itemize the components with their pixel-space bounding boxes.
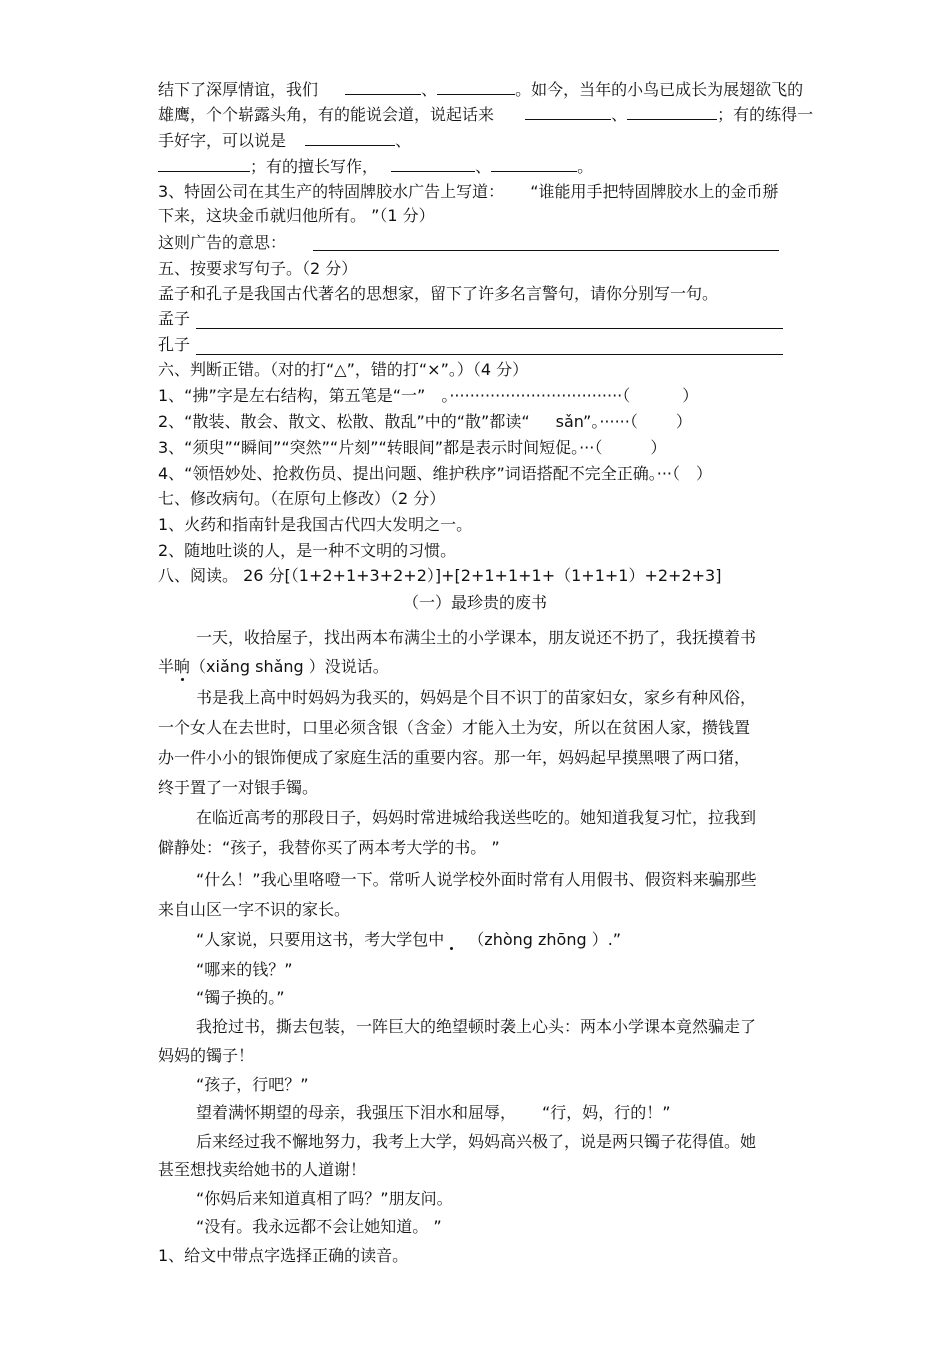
passage-p6: “哪来的钱？” (196, 960, 293, 979)
passage-p4-line1: “什么！”我心里咯噔一下。常听人说学校外面时常有人用假书、假资料来骗那些 (196, 870, 757, 889)
text: 、 (395, 131, 412, 150)
text: 。··································（ (441, 386, 631, 405)
section-5-title: 五、按要求写句子。（2 分） (158, 259, 358, 278)
text: 。如今，当年的小鸟已成长为展翅欲飞的 (515, 80, 804, 99)
q3-answer-line[interactable] (313, 250, 779, 251)
text: 手好字，可以说是 (158, 131, 287, 150)
text: “人家说，只要用这书，考大学包中 (196, 930, 445, 949)
section-7-title: 七、修改病句。（在原句上修改）（2 分） (158, 489, 446, 508)
text: 望着满怀期望的母亲，我强压下泪水和屈辱， (196, 1103, 517, 1122)
text: 2、“散装、散会、散文、松散、散乱”中的“散”都读“ (158, 412, 530, 431)
passage-p2-line1: 书是我上高中时妈妈为我买的，妈妈是个目不识丁的苗家妇女，家乡有种风俗， (196, 688, 757, 707)
passage-p7: “镯子换的。” (196, 988, 285, 1007)
kongzi-answer-line[interactable] (196, 354, 783, 355)
answer-blank[interactable] (391, 157, 475, 172)
sick-sentence-2: 2、随地吐谈的人，是一种不文明的习惯。 (158, 541, 457, 560)
mengzi-label: 孟子 (158, 309, 191, 328)
text: ） (650, 438, 667, 457)
text: “谁能用手把特固牌胶水上的金币掰 (530, 182, 779, 201)
answer-blank[interactable] (627, 105, 717, 120)
text: 、 (475, 157, 492, 176)
q3-meaning-label: 这则广告的意思： (158, 233, 287, 252)
top-line-1 (158, 80, 803, 100)
judge-item-1 (158, 386, 698, 406)
passage-p9: “孩子，行吧？” (196, 1075, 309, 1094)
text: 、 (421, 80, 438, 99)
section-8-title: 八、阅读。 26 分[（1+2+1+3+2+2）]+[2+1+1+1+（1+1+1）+2+2+3] (158, 566, 722, 585)
passage-p2-line4: 终于置了一对银手镯。 (158, 778, 319, 797)
answer-blank[interactable] (305, 131, 395, 146)
answer-blank[interactable] (158, 157, 250, 172)
passage-p8-line1: 我抢过书，撕去包装，一阵巨大的绝望顿时袭上心头：两本小学课本竟然骗走了 (196, 1017, 757, 1036)
passage-p10 (196, 1103, 671, 1123)
text: 结下了深厚情谊，我们 (158, 80, 319, 99)
passage-p5 (196, 930, 621, 950)
text: 。 (577, 157, 594, 176)
passage-p3-line1: 在临近高考的那段日子，妈妈时常进城给我送些吃的。她知道我复习忙，拉我到 (196, 808, 757, 827)
text: 雄鹰，个个崭露头角，有的能说会道，说起话来 (158, 105, 495, 124)
text: “行，妈，行的！” (542, 1103, 671, 1122)
passage-title: （一）最珍贵的废书 (402, 593, 547, 612)
top-line-3 (158, 131, 411, 151)
top-line-2 (158, 105, 813, 125)
passage-p13: “没有。我永远都不会让她知道。 ” (196, 1217, 442, 1236)
answer-blank[interactable] (345, 80, 421, 95)
kongzi-label: 孔子 (158, 335, 191, 354)
q3-line-2: 下来，这块金币就归他所有。 ”（1 分） (158, 206, 435, 225)
text: ；有的练得一 (717, 105, 814, 124)
section-6-title: 六、判断正错。（对的打“△”，错的打“×”。）（4 分） (158, 360, 529, 379)
judge-item-2 (158, 412, 692, 432)
q3-line-1 (158, 182, 778, 202)
passage-p11-line2: 甚至想找卖给她书的人道谢！ (158, 1160, 367, 1179)
passage-p3-line2: 僻静处：“孩子，我替你买了两本考大学的书。 ” (158, 838, 500, 857)
passage-p2-line3: 办一件小小的银饰便成了家庭生活的重要内容。那一年，妈妈起早摸黑喂了两口猪， (158, 748, 751, 767)
passage-p1-line1: 一天，收拾屋子，找出两本布满尘土的小学课本，朋友说还不扔了，我抚摸着书 (196, 628, 757, 647)
passage-p2-line2: 一个女人在去世时，口里必须含银（含金）才能入土为安，所以在贫困人家，攒钱置 (158, 718, 751, 737)
mengzi-answer-line[interactable] (196, 328, 783, 329)
answer-blank[interactable] (491, 157, 577, 172)
text: ） (675, 412, 692, 431)
text: （xiǎng shǎng ）没说话。 (190, 657, 389, 676)
answer-blank[interactable] (525, 105, 611, 120)
text: 、 (611, 105, 628, 124)
judge-item-3 (158, 438, 666, 458)
text: ） (682, 386, 699, 405)
passage-p12: “你妈后来知道真相了吗？”朋友问。 (196, 1189, 453, 1208)
text: （zhòng zhōng ）.” (468, 930, 622, 949)
answer-blank[interactable] (437, 80, 515, 95)
text: 3、“须臾”“瞬间”“突然”“片刻”“转眼间”都是表示时间短促。···（ (158, 438, 603, 457)
passage-p1-line2 (158, 657, 389, 677)
text: sǎn”。······（ (555, 412, 638, 431)
dotted-char: 晌 (174, 657, 191, 676)
text: 半 (158, 657, 175, 676)
section-5-desc: 孟子和孔子是我国古代著名的思想家，留下了许多名言警句，请你分别写一句。 (158, 284, 719, 303)
text: 3、特固公司在其生产的特固牌胶水广告上写道： (158, 182, 505, 201)
top-line-4 (158, 157, 593, 177)
reading-question-1: 1、给文中带点字选择正确的读音。 (158, 1246, 409, 1265)
sick-sentence-1: 1、火药和指南针是我国古代四大发明之一。 (158, 515, 473, 534)
judge-item-4: 4、“领悟妙处、抢救伤员、提出问题、维护秩序”词语搭配不完全正确。···（ ） (158, 464, 713, 483)
passage-p11-line1: 后来经过我不懈地努力，我考上大学，妈妈高兴极了，说是两只镯子花得值。她 (196, 1132, 757, 1151)
text: 1、“拂”字是左右结构，第五笔是“一” (158, 386, 426, 405)
text: ；有的擅长写作， (250, 157, 379, 176)
passage-p8-line2: 妈妈的镯子！ (158, 1046, 255, 1065)
passage-p4-line2: 来自山区一字不识的家长。 (158, 900, 351, 919)
